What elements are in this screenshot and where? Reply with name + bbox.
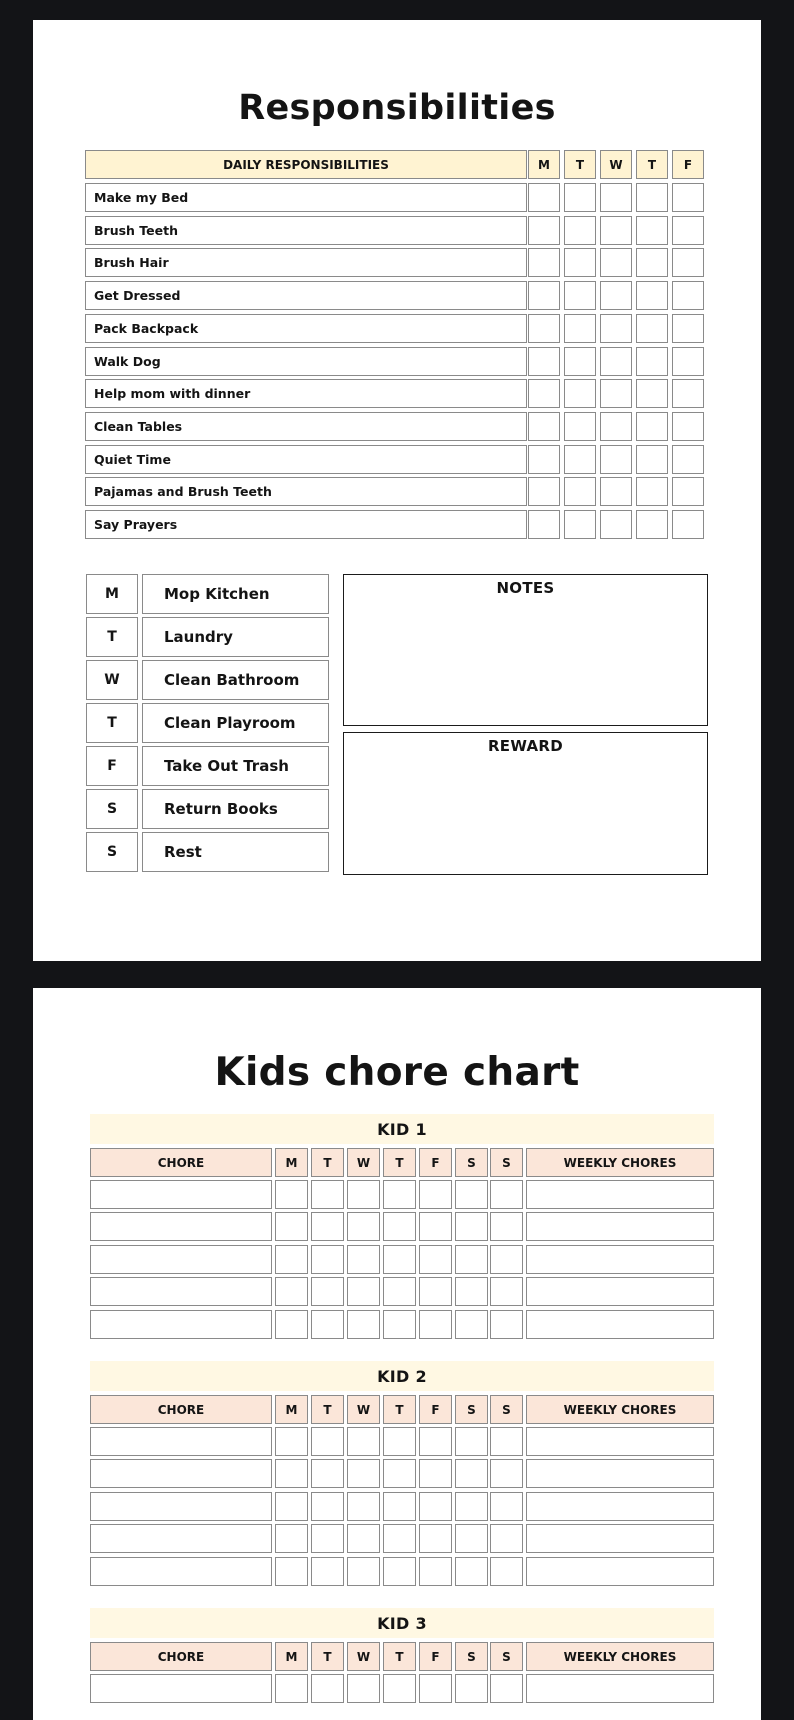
chore-name-cell — [90, 1557, 272, 1586]
daily-item-label: Quiet Time — [94, 451, 171, 467]
day-checkbox — [347, 1557, 380, 1586]
day-checkbox — [311, 1212, 344, 1241]
day-checkbox — [383, 1557, 416, 1586]
daily-checkbox — [600, 314, 632, 343]
daily-item-label: Pajamas and Brush Teeth — [94, 484, 272, 500]
day-checkbox — [383, 1277, 416, 1306]
weekly-chores-cell — [526, 1492, 714, 1521]
day-checkbox — [311, 1310, 344, 1339]
daily-item-label: Help mom with dinner — [94, 386, 251, 402]
chore-name-cell — [90, 1459, 272, 1488]
daily-checkbox — [528, 347, 560, 376]
daily-checkbox — [636, 379, 668, 408]
daily-checkbox — [564, 510, 596, 539]
daily-day-label: T — [575, 157, 585, 172]
daily-checkbox — [672, 248, 704, 277]
daily-checkbox — [564, 281, 596, 310]
day-checkbox — [383, 1245, 416, 1274]
daily-day-label: T — [647, 157, 657, 172]
weekly-chores-cell — [526, 1459, 714, 1488]
day-checkbox — [311, 1557, 344, 1586]
day-checkbox — [275, 1459, 308, 1488]
day-checkbox — [455, 1212, 488, 1241]
daily-item-label: Brush Teeth — [94, 222, 178, 238]
day-checkbox — [275, 1212, 308, 1241]
daily-checkbox — [636, 347, 668, 376]
daily-checkbox — [672, 314, 704, 343]
day-checkbox — [311, 1180, 344, 1209]
daily-day-label: F — [683, 157, 693, 172]
chore-name-cell — [90, 1310, 272, 1339]
day-checkbox — [490, 1427, 523, 1456]
daily-checkbox — [528, 445, 560, 474]
chore-header-label: CHORE — [157, 1402, 205, 1417]
day-checkbox — [275, 1674, 308, 1703]
reward-box — [343, 732, 708, 875]
daily-day-label: M — [538, 157, 550, 172]
day-checkbox — [275, 1180, 308, 1209]
day-checkbox — [455, 1245, 488, 1274]
day-checkbox — [455, 1524, 488, 1553]
daily-checkbox — [528, 412, 560, 441]
daily-checkbox — [600, 445, 632, 474]
daily-checkbox — [564, 347, 596, 376]
daily-header-label: DAILY RESPONSIBILITIES — [223, 157, 389, 172]
day-checkbox — [311, 1277, 344, 1306]
daily-item-label: Brush Hair — [94, 255, 169, 271]
daily-checkbox — [672, 412, 704, 441]
day-header-label: W — [356, 1402, 371, 1417]
daily-item-label: Pack Backpack — [94, 320, 199, 336]
day-header-label: M — [285, 1649, 298, 1664]
kid-banner: KID 2 — [90, 1361, 714, 1391]
daily-checkbox — [600, 412, 632, 441]
day-checkbox — [419, 1492, 452, 1521]
day-header-label: T — [323, 1649, 332, 1664]
notes-title: NOTES — [496, 579, 555, 597]
weekly-chore-label: Rest — [164, 843, 202, 861]
day-header-label: F — [431, 1155, 440, 1170]
daily-checkbox — [636, 248, 668, 277]
kid-banner: KID 3 — [90, 1608, 714, 1638]
weekly-chores-header-label: WEEKLY CHORES — [563, 1402, 677, 1417]
weekly-chores-cell — [526, 1245, 714, 1274]
day-checkbox — [419, 1310, 452, 1339]
daily-checkbox — [528, 510, 560, 539]
day-checkbox — [347, 1427, 380, 1456]
day-checkbox — [419, 1212, 452, 1241]
weekly-chore-label: Clean Playroom — [164, 714, 296, 732]
page-title: Responsibilities — [238, 88, 556, 128]
day-checkbox — [383, 1310, 416, 1339]
day-header-label: T — [395, 1402, 404, 1417]
day-checkbox — [311, 1459, 344, 1488]
chore-name-cell — [90, 1277, 272, 1306]
chore-name-cell — [90, 1524, 272, 1553]
day-checkbox — [347, 1277, 380, 1306]
daily-checkbox — [636, 477, 668, 506]
day-checkbox — [383, 1492, 416, 1521]
weekly-chore-label: Return Books — [164, 800, 278, 818]
weekly-chores-cell — [526, 1674, 714, 1703]
day-header-label: T — [395, 1155, 404, 1170]
day-checkbox — [419, 1524, 452, 1553]
daily-checkbox — [564, 379, 596, 408]
day-checkbox — [455, 1277, 488, 1306]
daily-checkbox — [528, 216, 560, 245]
day-checkbox — [455, 1557, 488, 1586]
daily-checkbox — [528, 248, 560, 277]
day-checkbox — [383, 1427, 416, 1456]
day-checkbox — [311, 1492, 344, 1521]
daily-item-label: Say Prayers — [94, 517, 178, 532]
day-header-label: T — [395, 1649, 404, 1664]
kids-chore-chart-page — [33, 988, 761, 1720]
day-checkbox — [419, 1180, 452, 1209]
day-header-label: T — [323, 1155, 332, 1170]
day-checkbox — [455, 1310, 488, 1339]
day-header-label: S — [502, 1649, 511, 1664]
daily-checkbox — [564, 216, 596, 245]
chore-name-cell — [90, 1492, 272, 1521]
day-checkbox — [383, 1180, 416, 1209]
daily-checkbox — [564, 445, 596, 474]
day-header-label: S — [502, 1155, 511, 1170]
daily-checkbox — [672, 445, 704, 474]
reward-title: REWARD — [487, 737, 564, 755]
daily-checkbox — [672, 347, 704, 376]
weekly-day-label: M — [105, 586, 119, 602]
chore-name-cell — [90, 1180, 272, 1209]
weekly-chores-cell — [526, 1557, 714, 1586]
daily-checkbox — [636, 412, 668, 441]
day-checkbox — [490, 1459, 523, 1488]
daily-checkbox — [600, 248, 632, 277]
day-checkbox — [275, 1492, 308, 1521]
weekly-chores-cell — [526, 1310, 714, 1339]
daily-checkbox — [528, 281, 560, 310]
chore-header-label: CHORE — [157, 1155, 205, 1170]
daily-checkbox — [672, 379, 704, 408]
day-checkbox — [419, 1459, 452, 1488]
daily-checkbox — [564, 477, 596, 506]
day-checkbox — [275, 1245, 308, 1274]
daily-checkbox — [672, 183, 704, 212]
day-header-label: F — [431, 1649, 440, 1664]
daily-item-label: Walk Dog — [94, 353, 161, 369]
page-title: Kids chore chart — [214, 1050, 580, 1095]
weekly-chore-label: Laundry — [164, 628, 233, 646]
daily-checkbox — [636, 216, 668, 245]
day-checkbox — [347, 1180, 380, 1209]
daily-checkbox — [600, 281, 632, 310]
day-checkbox — [419, 1277, 452, 1306]
daily-checkbox — [564, 248, 596, 277]
weekly-day-label: T — [107, 715, 117, 731]
daily-checkbox — [528, 314, 560, 343]
day-header-label: W — [356, 1155, 371, 1170]
daily-checkbox — [528, 477, 560, 506]
weekly-day-label: S — [106, 801, 118, 817]
day-checkbox — [419, 1674, 452, 1703]
day-checkbox — [347, 1492, 380, 1521]
day-header-label: T — [323, 1402, 332, 1417]
responsibilities-page — [33, 20, 761, 961]
day-checkbox — [490, 1492, 523, 1521]
daily-checkbox — [672, 216, 704, 245]
day-checkbox — [311, 1674, 344, 1703]
weekly-chores-header-label: WEEKLY CHORES — [563, 1155, 677, 1170]
day-checkbox — [275, 1427, 308, 1456]
day-checkbox — [347, 1674, 380, 1703]
daily-checkbox — [672, 477, 704, 506]
day-header-label: S — [502, 1402, 511, 1417]
day-checkbox — [383, 1459, 416, 1488]
day-header-label: S — [467, 1402, 476, 1417]
chore-header-label: CHORE — [157, 1649, 205, 1664]
daily-checkbox — [636, 281, 668, 310]
daily-checkbox — [672, 281, 704, 310]
daily-checkbox — [564, 314, 596, 343]
daily-checkbox — [600, 477, 632, 506]
day-checkbox — [490, 1245, 523, 1274]
day-checkbox — [347, 1245, 380, 1274]
day-checkbox — [455, 1427, 488, 1456]
day-header-label: F — [431, 1402, 440, 1417]
day-header-label: M — [285, 1402, 298, 1417]
daily-item-label: Make my Bed — [94, 190, 189, 205]
chore-name-cell — [90, 1245, 272, 1274]
day-checkbox — [490, 1212, 523, 1241]
chore-name-cell — [90, 1674, 272, 1703]
daily-item-label: Get Dressed — [94, 288, 181, 304]
notes-box — [343, 574, 708, 726]
day-checkbox — [275, 1557, 308, 1586]
day-checkbox — [311, 1524, 344, 1553]
day-checkbox — [383, 1212, 416, 1241]
day-checkbox — [490, 1277, 523, 1306]
day-checkbox — [490, 1180, 523, 1209]
day-checkbox — [419, 1427, 452, 1456]
day-header-label: S — [467, 1649, 476, 1664]
daily-checkbox — [636, 445, 668, 474]
daily-checkbox — [600, 216, 632, 245]
weekly-chore-label: Clean Bathroom — [164, 671, 300, 689]
daily-checkbox — [600, 183, 632, 212]
daily-day-label: W — [609, 157, 623, 172]
weekly-chores-cell — [526, 1277, 714, 1306]
chore-name-cell — [90, 1212, 272, 1241]
chore-name-cell — [90, 1427, 272, 1456]
daily-checkbox — [564, 183, 596, 212]
daily-checkbox — [672, 510, 704, 539]
day-checkbox — [490, 1557, 523, 1586]
weekly-chores-cell — [526, 1212, 714, 1241]
weekly-day-label: W — [104, 672, 120, 688]
weekly-day-label: F — [107, 758, 117, 774]
weekly-chores-cell — [526, 1180, 714, 1209]
daily-checkbox — [600, 510, 632, 539]
day-checkbox — [419, 1557, 452, 1586]
day-checkbox — [347, 1524, 380, 1553]
daily-item-label: Clean Tables — [94, 418, 183, 434]
day-checkbox — [383, 1524, 416, 1553]
day-checkbox — [383, 1674, 416, 1703]
daily-checkbox — [600, 379, 632, 408]
weekly-day-label: T — [107, 629, 117, 645]
weekly-day-label: S — [106, 844, 118, 860]
daily-checkbox — [600, 347, 632, 376]
day-header-label: W — [356, 1649, 371, 1664]
day-checkbox — [419, 1245, 452, 1274]
daily-checkbox — [636, 183, 668, 212]
day-checkbox — [347, 1459, 380, 1488]
day-checkbox — [490, 1310, 523, 1339]
weekly-chore-label: Take Out Trash — [164, 757, 289, 775]
day-checkbox — [275, 1524, 308, 1553]
weekly-chore-label: Mop Kitchen — [164, 585, 270, 603]
day-checkbox — [347, 1212, 380, 1241]
day-checkbox — [455, 1492, 488, 1521]
daily-checkbox — [528, 183, 560, 212]
day-checkbox — [490, 1674, 523, 1703]
kid-banner: KID 1 — [90, 1114, 714, 1144]
day-checkbox — [455, 1459, 488, 1488]
weekly-chores-header-label: WEEKLY CHORES — [563, 1649, 677, 1664]
daily-checkbox — [636, 510, 668, 539]
day-header-label: M — [285, 1155, 298, 1170]
day-checkbox — [455, 1674, 488, 1703]
day-header-label: S — [467, 1155, 476, 1170]
day-checkbox — [311, 1245, 344, 1274]
day-checkbox — [311, 1427, 344, 1456]
weekly-chores-cell — [526, 1427, 714, 1456]
day-checkbox — [455, 1180, 488, 1209]
weekly-chores-cell — [526, 1524, 714, 1553]
day-checkbox — [275, 1277, 308, 1306]
day-checkbox — [275, 1310, 308, 1339]
daily-checkbox — [636, 314, 668, 343]
daily-checkbox — [528, 379, 560, 408]
day-checkbox — [490, 1524, 523, 1553]
day-checkbox — [347, 1310, 380, 1339]
daily-checkbox — [564, 412, 596, 441]
